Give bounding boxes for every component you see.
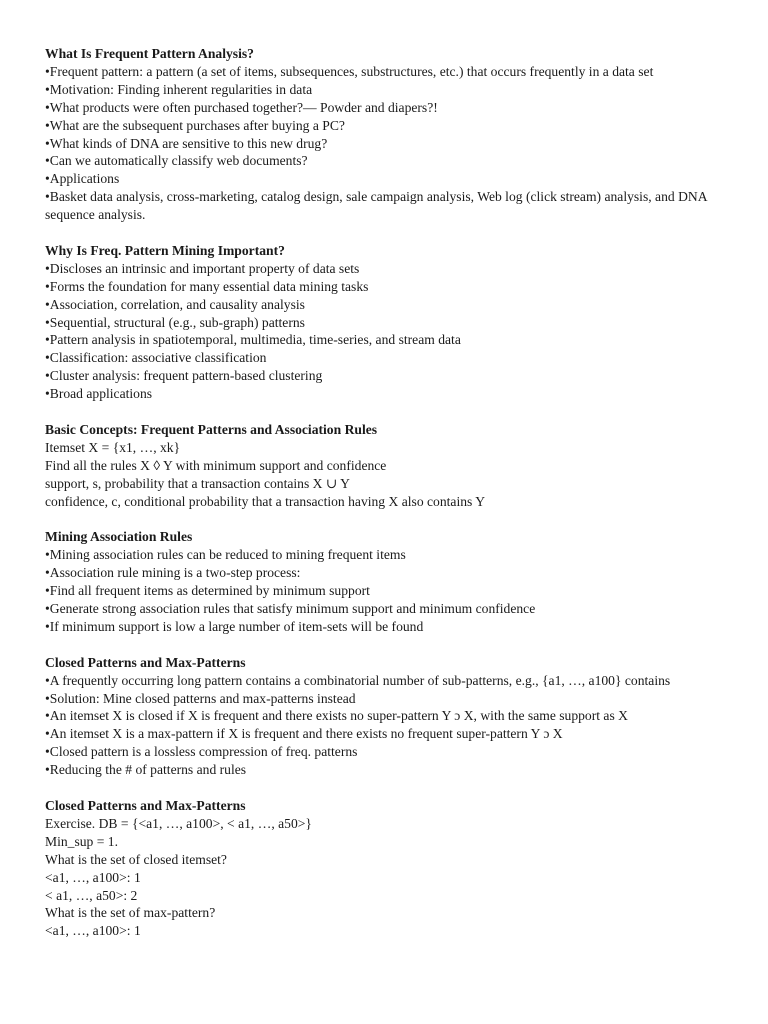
bullet-line: •Broad applications bbox=[45, 386, 153, 402]
bullet-line: •Pattern analysis in spatiotemporal, multimedia, time-series, and stream data bbox=[45, 332, 461, 348]
bullet-line: •Sequential, structural (e.g., sub-graph) patterns bbox=[45, 314, 305, 330]
bullet-line: •Forms the foundation for many essential data mining tasks bbox=[45, 278, 369, 294]
section-mining-association-rules bbox=[45, 528, 728, 635]
bullet-line: •Applications bbox=[45, 171, 120, 187]
bullet-line: •Mining association rules can be reduced to mining frequent items bbox=[45, 547, 406, 563]
bullet-line: •Solution: Mine closed patterns and max-patterns instead bbox=[45, 690, 356, 706]
bullet-line: •What are the subsequent purchases after buying a PC? bbox=[45, 117, 345, 133]
bullet-line: •What products were often purchased together?— Powder and diapers?! bbox=[45, 99, 438, 115]
bullet-line: •Reducing the # of patterns and rules bbox=[45, 762, 247, 778]
bullet-line: •Cluster analysis: frequent pattern-based clustering bbox=[45, 368, 323, 384]
section-heading: Why Is Freq. Pattern Mining Important? bbox=[45, 242, 285, 258]
bullet-line: •Closed pattern is a lossless compression of freq. patterns bbox=[45, 744, 358, 760]
section-why-mining-important bbox=[45, 242, 728, 403]
bullet-line: •Basket data analysis, cross-marketing, catalog design, sale campaign analysis, Web log (click stream) analysis, and DNA sequence analysis. bbox=[45, 189, 707, 223]
bullet-line: •Find all frequent items as determined by minimum support bbox=[45, 583, 370, 599]
bullet-line: •Classification: associative classification bbox=[45, 350, 267, 366]
text-line: <a1, …, a100>: 1 bbox=[45, 923, 141, 939]
text-line: What is the set of closed itemset? bbox=[45, 851, 227, 867]
section-heading: Basic Concepts: Frequent Patterns and Association Rules bbox=[45, 422, 378, 437]
bullet-line: •A frequently occurring long pattern contains a combinatorial number of sub-patterns, e.g., {a1, …, a100} contains bbox=[45, 672, 671, 688]
text-line: Min_sup = 1. bbox=[45, 833, 119, 849]
section-heading: Closed Patterns and Max-Patterns bbox=[45, 797, 246, 813]
text-line: Find all the rules X ◊ Y with minimum support and confidence bbox=[45, 457, 387, 473]
bullet-line: •Motivation: Finding inherent regularities in data bbox=[45, 81, 313, 97]
bullet-line: •Association rule mining is a two-step process: bbox=[45, 565, 301, 581]
text-line: support, s, probability that a transaction contains X ∪ Y bbox=[45, 475, 350, 491]
bullet-line: •Frequent pattern: a pattern (a set of items, subsequences, substructures, etc.) that occurs frequently in a data set bbox=[45, 63, 654, 79]
text-line: Exercise. DB = {<a1, …, a100>, < a1, …, a50>} bbox=[45, 815, 312, 831]
section-closed-max-patterns-exercise bbox=[45, 797, 728, 940]
text-line: Itemset X = {x1, …, xk} bbox=[45, 439, 181, 455]
text-line: confidence, c, conditional probability that a transaction having X also contains Y bbox=[45, 493, 486, 509]
bullet-line: •What kinds of DNA are sensitive to this new drug? bbox=[45, 135, 328, 151]
section-heading: Mining Association Rules bbox=[45, 529, 193, 545]
section-heading: What Is Frequent Pattern Analysis? bbox=[45, 46, 254, 61]
text-line: < a1, …, a50>: 2 bbox=[45, 887, 138, 903]
bullet-line: •Association, correlation, and causality analysis bbox=[45, 296, 305, 312]
section-basic-concepts bbox=[45, 421, 728, 511]
bullet-line: •If minimum support is low a large number of item-sets will be found bbox=[45, 618, 424, 634]
bullet-line: •Discloses an intrinsic and important property of data sets bbox=[45, 260, 360, 276]
section-frequent-pattern-analysis bbox=[45, 45, 728, 224]
bullet-line: •Can we automatically classify web documents? bbox=[45, 153, 308, 169]
section-closed-max-patterns bbox=[45, 654, 728, 779]
bullet-line: •An itemset X is closed if X is frequent and there exists no super-pattern Y ɔ X, with the same support as X bbox=[45, 708, 628, 724]
text-line: What is the set of max-pattern? bbox=[45, 905, 216, 921]
bullet-line: •An itemset X is a max-pattern if X is frequent and there exists no frequent super-pattern Y ɔ X bbox=[45, 726, 563, 742]
text-line: <a1, …, a100>: 1 bbox=[45, 869, 141, 885]
bullet-line: •Generate strong association rules that satisfy minimum support and minimum confidence bbox=[45, 601, 536, 617]
section-heading: Closed Patterns and Max-Patterns bbox=[45, 654, 246, 670]
